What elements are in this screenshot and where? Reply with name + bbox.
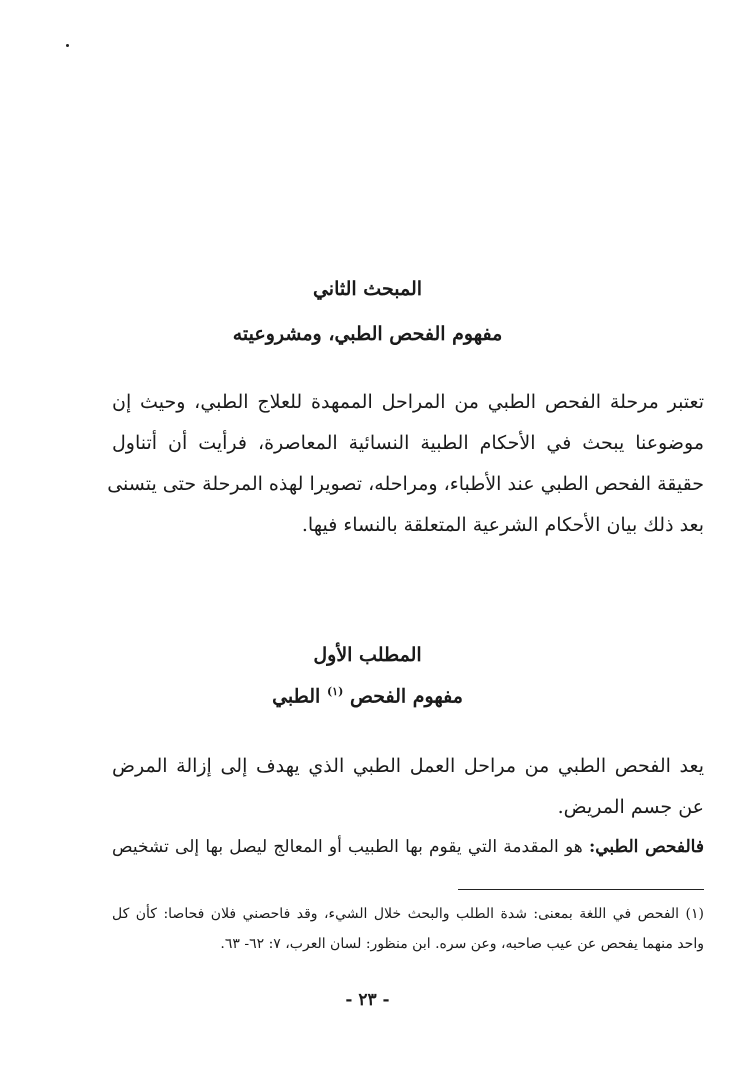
page-number: - ٢٣ - — [345, 990, 390, 1010]
footnote-separator — [458, 889, 704, 890]
paragraph-line: بعد ذلك بيان الأحكام الشرعية المتعلقة بالنساء فيها. — [301, 514, 704, 536]
subsection-label: المطلب الأول — [313, 644, 422, 666]
section-title: مفهوم الفحص الطبي، ومشروعيته — [232, 323, 503, 345]
subsection-title-part: الطبي — [272, 685, 321, 708]
paragraph-line: يعد الفحص الطبي من مراحل العمل الطبي الذي يهدف إلى إزالة المرض — [112, 755, 704, 777]
section-paragraph — [107, 382, 704, 546]
definition-line — [112, 832, 704, 862]
section-label: المبحث الثاني — [312, 278, 423, 300]
definition-term: فالفحص الطبي: — [588, 837, 704, 857]
scan-speck — [66, 44, 69, 47]
paragraph-line: عن جسم المريض. — [557, 796, 704, 818]
paragraph-line: تعتبر مرحلة الفحص الطبي من المراحل الممهدة للعلاج الطبي، وحيث إن — [112, 391, 704, 413]
subsection-title-part: مفهوم الفحص — [349, 685, 463, 708]
footnote-ref-marker[interactable]: (١) — [326, 685, 344, 698]
footnote — [112, 899, 704, 959]
paragraph-line: موضوعنا يبحث في الأحكام الطبية النسائية المعاصرة، فرأيت أن أتناول — [112, 432, 704, 454]
footnote-line: واحد منهما يفحص عن عيب صاحبه، وعن سره. ابن منظور: لسان العرب، ٧: ٦٢- ٦٣. — [220, 936, 704, 952]
paragraph-line: حقيقة الفحص الطبي عند الأطباء، ومراحله، تصويرا لهذه المرحلة حتى يتسنى — [107, 473, 704, 495]
subsection-paragraph — [112, 746, 704, 828]
subsection-title — [100, 685, 635, 708]
definition-text: هو المقدمة التي يقوم بها الطبيب أو المعالج ليصل بها إلى تشخيص — [112, 837, 583, 857]
footnote-line: (١) الفحص في اللغة بمعنى: شدة الطلب والبحث خلال الشيء، وقد فاحصني فلان فحاصا: كأن كل — [112, 906, 704, 922]
